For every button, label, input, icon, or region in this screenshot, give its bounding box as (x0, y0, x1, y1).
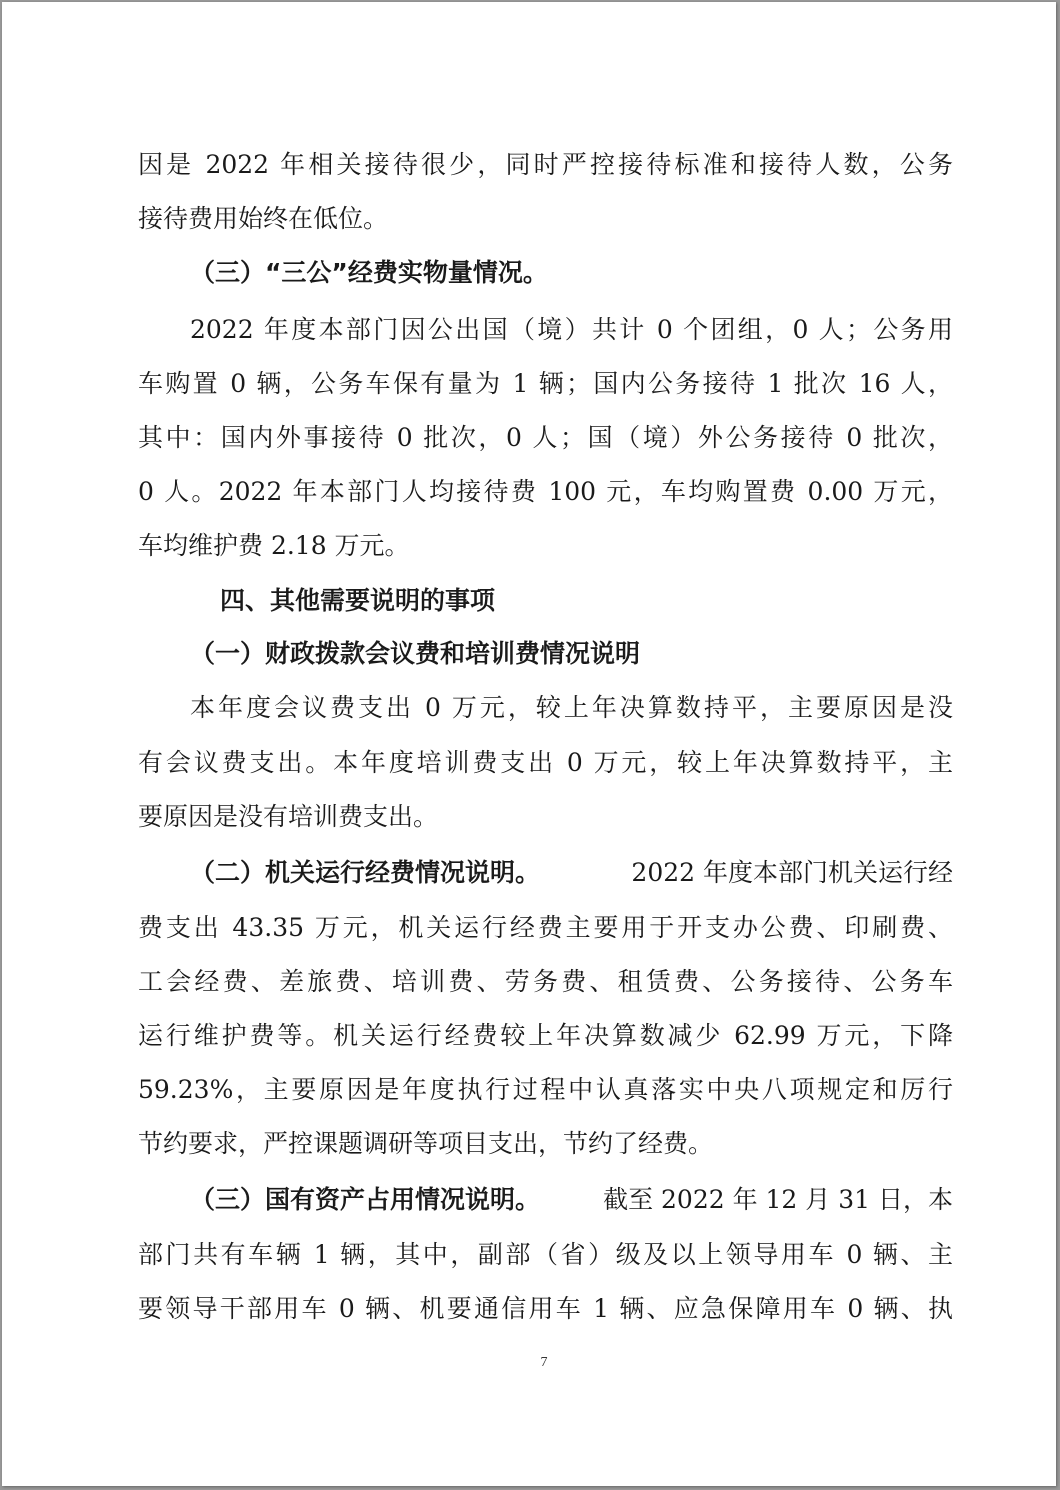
text-line: 节约要求，严控课题调研等项目支出，节约了经费。 (138, 1129, 714, 1158)
text-line: 车购置 0 辆，公务车保有量为 1 辆；国内公务接待 1 批次 16 人， (138, 369, 953, 398)
inline-text: 截至 2022 年 12 月 31 日，本 (603, 1185, 953, 1214)
document-page (2, 2, 1056, 1486)
text-line: 59.23%，主要原因是年度执行过程中认真落实中央八项规定和厉行 (138, 1075, 953, 1104)
text-line: 工会经费、差旅费、培训费、劳务费、租赁费、公务接待、公务车 (138, 967, 953, 996)
text-line: 要原因是没有培训费支出。 (138, 802, 439, 831)
text-line: 车均维护费 2.18 万元。 (138, 531, 410, 560)
section-heading: （三）“三公”经费实物量情况。 (190, 258, 548, 287)
text-line (190, 853, 953, 893)
text-line: 接待费用始终在低位。 (138, 204, 389, 233)
text-line: 部门共有车辆 1 辆，其中，副部（省）级及以上领导用车 0 辆、主 (138, 1240, 953, 1269)
inline-heading: （二）机关运行经费情况说明。 (190, 858, 541, 887)
text-line: 有会议费支出。本年度培训费支出 0 万元，较上年决算数持平，主 (138, 748, 953, 777)
text-line (190, 1180, 953, 1220)
text-line: 2022 年度本部门因公出国（境）共计 0 个团组，0 人；公务用 (190, 315, 953, 344)
section-heading: （一）财政拨款会议费和培训费情况说明 (190, 639, 641, 668)
text-line: 费支出 43.35 万元，机关运行经费主要用于开支办公费、印刷费、 (138, 913, 953, 942)
section-heading: 四、其他需要说明的事项 (220, 586, 496, 615)
page-number: 7 (540, 1355, 548, 1370)
text-line: 其中：国内外事接待 0 批次，0 人；国（境）外公务接待 0 批次， (138, 423, 953, 452)
text-line: 因是 2022 年相关接待很少，同时严控接待标准和接待人数，公务 (138, 150, 953, 179)
inline-text: 2022 年度本部门机关运行经 (631, 858, 953, 887)
text-line: 本年度会议费支出 0 万元，较上年决算数持平，主要原因是没 (190, 693, 953, 722)
text-line: 要领导干部用车 0 辆、机要通信用车 1 辆、应急保障用车 0 辆、执 (138, 1294, 953, 1323)
inline-heading: （三）国有资产占用情况说明。 (190, 1185, 541, 1214)
text-line: 0 人。2022 年本部门人均接待费 100 元，车均购置费 0.00 万元， (138, 477, 953, 506)
text-line: 运行维护费等。机关运行经费较上年决算数减少 62.99 万元，下降 (138, 1021, 953, 1050)
